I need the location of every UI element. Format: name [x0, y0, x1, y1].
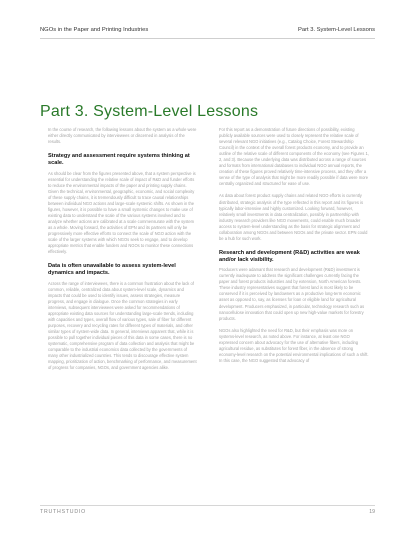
- running-header: [40, 27, 375, 37]
- section-heading-research: Research and development (R&D) activities are weak and/or lack visibility.: [219, 249, 360, 264]
- right-column: [219, 127, 369, 370]
- page-title: Part 3. System-Level Lessons: [40, 102, 259, 120]
- demonstration-paragraph: For this report as a demonstration of future directions of possibility, existing publicly available sources were used to closely represent the relative scale of several relevant NGO initiatives (e.g., Catalog Choice, Forest Stewardship Council) in the context of the overall forest products economy, and to provide an outline of the relative scale of different components of the economy (see Figures 1, 2, and 3). Because the underlying data was distributed across a range of sources and formats from international databases to individual NGO annual reports, the creation of these figures proved relatively time-intensive process, and they offer a sense of the type of analysis that might be more readily possible if data were more centrally organized and structured for ease of use.: [219, 127, 369, 187]
- section-heading-data: Data is often unavailable to assess system-level dynamics and impacts.: [48, 263, 176, 277]
- producers-paragraph: Producers were adamant that research and development (R&D) investment is currently inadequate to address the significant challenges currently facing the paper and forest products industries and by extension, North American forests. These industry representatives suggest that forest land is most likely to be conserved if it is perceived by landowners as a productive long-term economic asset as opposed to, say, as licenses for loan or eligible land for agricultural development. Producers emphasized, in particular, technology research such as nanocellulose innovation that could open up new high-value markets for forestry products.: [219, 267, 365, 321]
- left-column: [48, 127, 198, 377]
- header-divider: [40, 38, 375, 39]
- footer-divider: [40, 505, 375, 506]
- header-section-title: Part 3. System-Level Lessons: [297, 27, 375, 33]
- page-number: 19: [369, 509, 375, 515]
- header-document-title: NGOs in the Paper and Printing Industries: [40, 27, 149, 33]
- intro-paragraph: In the course of research, the following lessons about the system as a whole were either directly communicated by interviewees or discerned in analysis of the results.: [48, 127, 197, 145]
- footer-brand: TRUTHSTUDIO: [40, 509, 86, 515]
- strategy-paragraph: As should be clear from the figures presented above, that a system perspective is essential for understanding the relative scale of impact of R&D and funder efforts to reduce the environmental impacts of the paper and printing supply chains. Given the technical, environmental, geographic, economic, and social complexity of these supply chains, it is tremendously difficult to trace causal relationships between individual NGO actions and large-scale systemic shifts. As shown in the figures, however, it is possible to have a small systemic changes to make use of existing data to understand the scale of the various systems involved and to analyze whether actions are calibrated at a scale commensurate with the system as a whole. Moving forward, the activities of EPN and its partners will only be progressively more effective efforts to connect the scale of NGO action with the scale of the larger systems with which NGOs seek to engage, and to develop appropriate metrics that enable funders and NGOs to monitor these connections effectively.: [48, 170, 196, 255]
- data-paragraph: Across the range of interviewees, there is a common frustration about the lack of common, reliable, centralized data about system-level scale, dynamics and impacts that could be used to identify issues, assess strategies, measure progress, and engage in dialogue. Once the common strategies in early interviews, subsequent interviewees were asked for recommendations of appropriate existing data sources for understanding large-scale trends, including with capacities and types, overall flow of various types, sale of fiber for different purposes, recovery and recycling rates for different types of materials, and other similar types of system-wide data. In general, interviews apparent that, while it is possible to pull together individual pieces of this data in some cases, there is no systematic, comprehensive program of data collection and analysis that might be comparable to the industrial economics data collected by the governments of many other industrialized countries. This tends to discourage effective system mapping, prioritization of action, benchmarking of performance, and measurement of progress for companies, NGOs, and government agencies alike.: [48, 280, 197, 371]
- ngo-paragraph: NGOs also highlighted the need for R&D, but their emphasis was more on systems-level research, as noted above. For instance, at least one NGO expressed concern about advocacy for the use of alternative fibers, including agricultural residue, as substitutes for forest fiber, in the absence of strong economy-level research on the potential environmental implications of such a shift. In this case, the NGO suggested that advocacy of: [219, 327, 369, 363]
- supply-chain-paragraph: As data about forest product supply chains and related NGO efforts is currently distributed, strategic analysis of the type reflected in this report and its figures is typically labor-intensive and highly customized. Looking forward, however, relatively small investments in data centralization, possibly in partnership with industry research providers like NGO movements, could enable much broader access to system-level understanding as the basis for strategic alignment and collaboration among NGOs and between NGOs and the private sector. EPN could be a hub for such work.: [219, 193, 368, 241]
- section-heading-strategy: Strategy and assessment require systems thinking at scale.: [48, 153, 190, 167]
